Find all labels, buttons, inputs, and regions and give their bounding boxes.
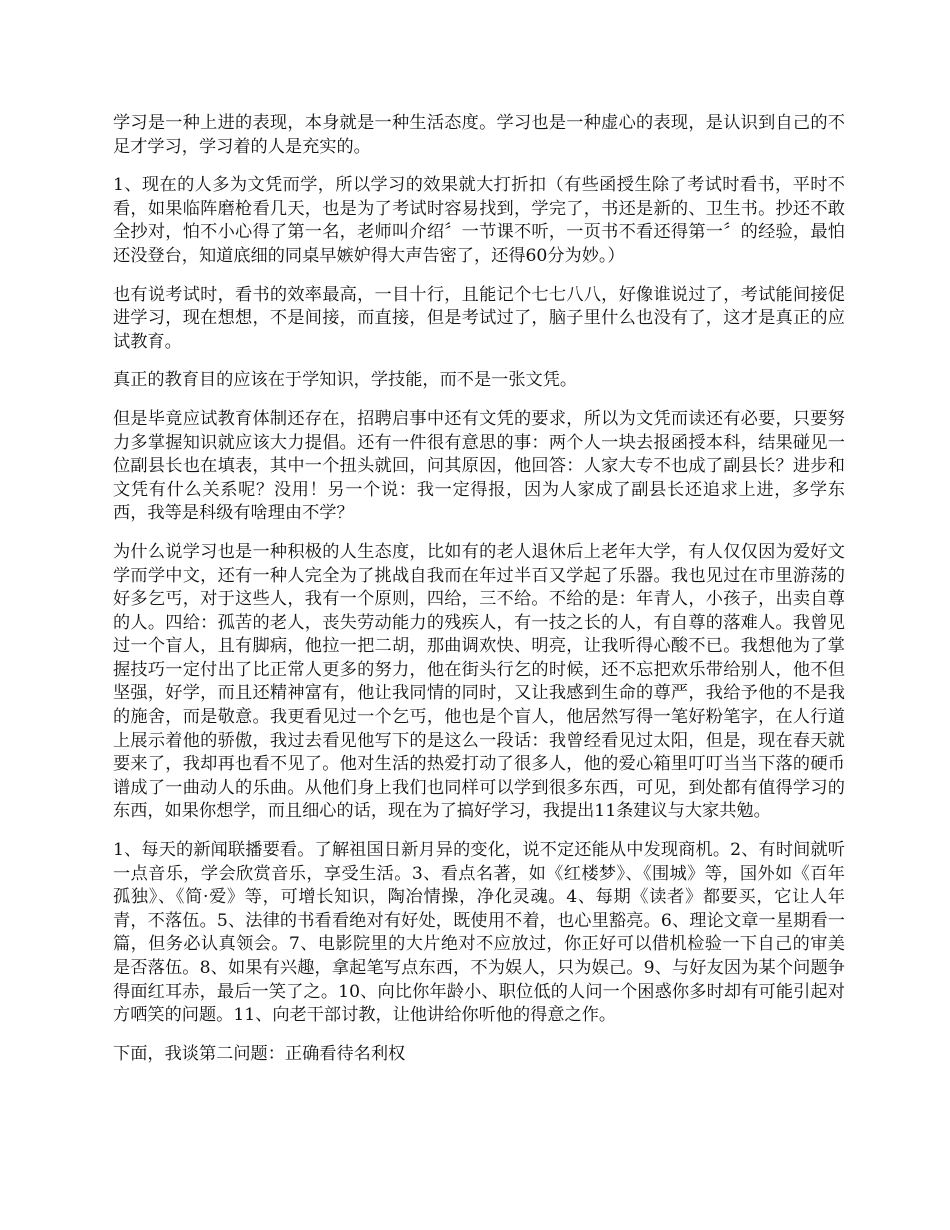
paragraph-positive-attitude: 为什么说学习也是一种积极的人生态度，比如有的老人退休后上老年大学，有人仅仅因为爱好文学而学中文，还有一种人完全为了挑战自我而在年过半百又学起了乐器。我也见过在市里游荡的好多乞丐，对于这些人，我有一个原则，四给，三不给。不给的是：年青人，小孩子，出卖自尊的人。四给：孤苦的老人，丧失劳动能力的残疾人，有一技之长的人，有自尊的落难人。我曾见过一个盲人，且有脚病，他拉一把二胡，那曲调欢快、明亮，让我听得心酸不已。我想他为了掌握技巧一定付出了比正常人更多的努力，他在街头行乞的时候，还不忘把欢乐带给别人，他不但坚强，好学，而且还精神富有，他让我同情的同时，又让我感到生命的尊严，我给予他的不是我的施舍，而是敬意。我更看见过一个乞丐，他也是个盲人，他居然写得一笔好粉笔字，在人行道上展示着他的骄傲，我过去看见他写下的是这么一段话：我曾经看见过太阳，但是，现在春天就要来了，我却再也看不见了。他对生活的热爱打动了很多人，他的爱心箱里叮叮当当下落的硬币谱成了一曲动人的乐曲。从他们身上我们也同样可以学到很多东西，可见，到处都有值得学习的东西，如果你想学，而且细心的话，现在为了搞好学习，我提出11条建议与大家共勉。 [113, 541, 845, 822]
paragraph-education-goal: 真正的教育目的应该在于学知识，学技能，而不是一张文凭。 [113, 370, 578, 391]
paragraph-exam-efficiency: 也有说考试时，看书的效率最高，一目十行，且能记个七七八八，好像谁说过了，考试能间接促进学习，现在想想，不是间接，而直接，但是考试过了，脑子里什么也没有了，这才是真正的应试教育。 [113, 284, 845, 352]
paragraph-eleven-suggestions: 1、每天的新闻联播要看。了解祖国日新月异的变化，说不定还能从中发现商机。2、有时间就听一点音乐，学会欣赏音乐，享受生活。3、看点名著，如《红楼梦》、《围城》等，国外如《百年孤独》、《简·爱》等，可增长知识，陶冶情操，净化灵魂。4、每期《读者》都要买，它让人年青，不落伍。5、法律的书看看绝对有好处，既使用不着，也心里豁亮。6、理论文章一星期看一篇，但务必认真领会。7、电影院里的大片绝对不应放过，你正好可以借机检验一下自己的审美是否落伍。8、如果有兴趣，拿起笔写点东西，不为娱人，只为娱己。9、与好友因为某个问题争得面红耳赤，最后一笑了之。10、向比你年龄小、职位低的人问一个困惑你多时却有可能引起对方哂笑的问题。11、向老干部讨教，让他讲给你听他的得意之作。 [113, 840, 845, 1026]
paragraph-second-topic: 下面，我谈第二问题：正确看待名利权 [113, 1043, 406, 1064]
paragraph-exam-system: 但是毕竟应试教育体制还存在，招聘启事中还有文凭的要求，所以为文凭而读还有必要，只要努力多掌握知识就应该大力提倡。还有一件很有意思的事：两个人一块去报函授本科，结果碰见一位副县长也在填表，其中一个扭头就回，问其原因，他回答：人家大专不也成了副县长？进步和文凭有什么关系呢？没用！另一个说：我一定得报，因为人家成了副县长还追求上进，多学东西，我等是科级有啥理由不学？ [113, 408, 845, 524]
paragraph-intro: 学习是一种上进的表现，本身就是一种生活态度。学习也是一种虚心的表现，是认识到自己的不足才学习，学习着的人是充实的。 [113, 113, 845, 157]
paragraph-diploma-study: 1、现在的人多为文凭而学，所以学习的效果就大打折扣（有些函授生除了考试时看书，平时不看，如果临阵磨枪看几天，也是为了考试时容易找到，学完了，书还是新的、卫生书。抄还不敢全抄对，怕不小心得了第一名，老师叫介绍〞一节课不听，一页书不看还得第一〞的经验，最怕还没登台，知道底细的同桌早嫉妒得大声告密了，还得60分为妙。） [113, 175, 845, 266]
document-body [113, 112, 845, 1081]
